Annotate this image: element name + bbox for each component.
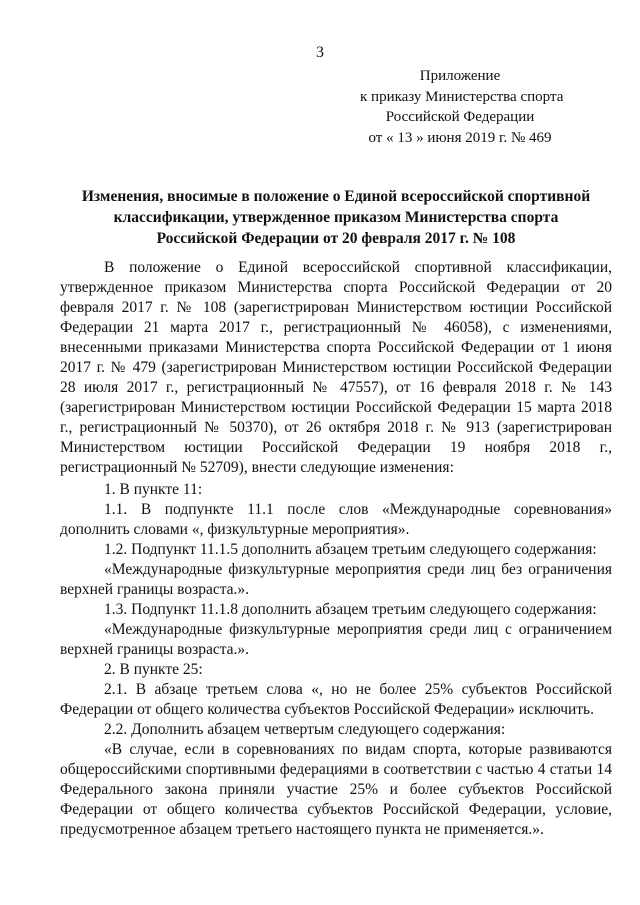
paragraph: «Международные физкультурные мероприятия среди лиц с ограничением верхней границы возраста.».: [60, 621, 612, 658]
annex-line: Российской Федерации: [385, 109, 535, 125]
annex-line: к приказу Министерства спорта: [360, 88, 564, 105]
paragraph: 2.1. В абзаце третьем слова «, но не более 25% субъектов Российской Федерации от общего количества субъектов Российской Федерации» исключить.: [60, 681, 612, 718]
title-line: классификации, утвержденное приказом Министерства спорта: [113, 209, 559, 226]
paragraph: 1.3. Подпункт 11.1.8 дополнить абзацем третьим следующего содержания:: [104, 601, 597, 618]
document-body: [60, 258, 612, 840]
annex-line: от « 13 » июня 2019 г. № 469: [368, 129, 552, 146]
paragraph: 1.1. В подпункте 11.1 после слов «Международные соревнования» дополнить словами «, физкультурные мероприятия».: [60, 501, 612, 538]
title-line: Российской Федерации от 20 февраля 2017 г. № 108: [156, 230, 516, 247]
document-title: [60, 186, 612, 249]
annex-line: Приложение: [419, 68, 501, 84]
page-number: 3: [316, 44, 324, 61]
paragraph: 2. В пункте 25:: [104, 661, 203, 678]
annex-header: [360, 66, 564, 148]
paragraph: 1.2. Подпункт 11.1.5 дополнить абзацем третьим следующего содержания:: [104, 541, 597, 558]
paragraph: 2.2. Дополнить абзацем четвертым следующего содержания:: [104, 721, 506, 738]
paragraph: «Международные физкультурные мероприятия среди лиц без ограничения верхней границы возраста.».: [60, 561, 612, 598]
paragraph: 1. В пункте 11:: [104, 481, 203, 498]
title-line: Изменения, вносимые в положение о Единой всероссийской спортивной: [81, 188, 591, 205]
paragraph: В положение о Единой всероссийской спортивной классификации, утвержденное приказом Министерства спорта Российской Федерации от 20 февраля 2017 г. № 108 (зарегистрирован Министерством юстиции Российской Федерации 21 марта 2017 г., регистрационный № 46058), с изменениями, внесенными приказами Министерства спорта Российской Федерации от 1 июня 2017 г. № 479 (зарегистрирован Министерством юстиции Российской Федерации 28 июля 2017 г., регистрационный № 47557), от 16 февраля 2018 г. № 143 (зарегистрирован Министерством юстиции Российской Федерации 15 марта 2018 г., регистрационный № 50370), от 26 октября 2018 г. № 913 (зарегистрирован Министерством юстиции Российской Федерации 19 ноября 2018 г., регистрационный № 52709), внести следующие изменения:: [60, 259, 612, 476]
paragraph: «В случае, если в соревнованиях по видам спорта, которые развиваются общероссийскими спортивными федерациями в соответствии с частью 4 статьи 14 Федерального закона приняли участие 25% и более субъектов Российской Федерации от общего количества субъектов Российской Федерации, условие, предусмотренное абзацем третьего настоящего пункта не применяется.».: [60, 741, 612, 838]
